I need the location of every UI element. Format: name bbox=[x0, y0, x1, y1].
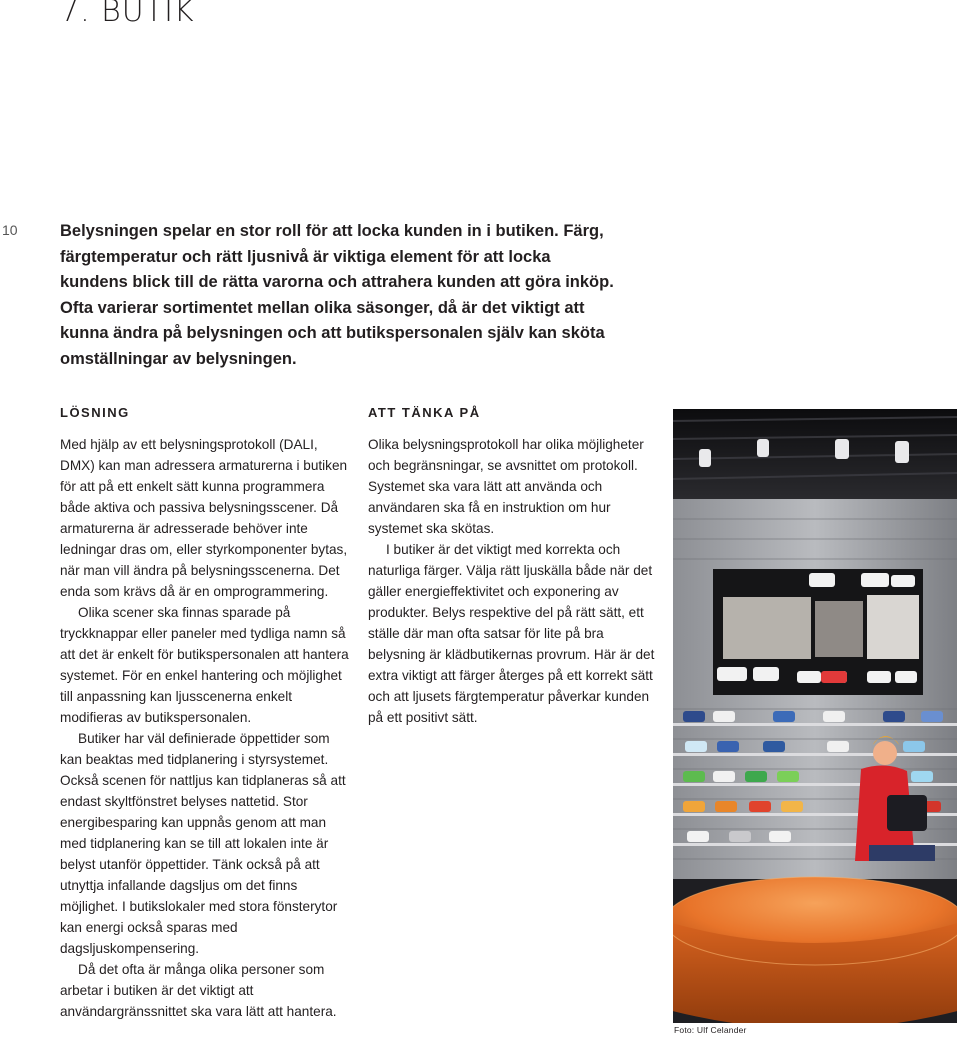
losning-heading: LÖSNING bbox=[60, 405, 130, 420]
losning-paragraph: Med hjälp av ett belysningsprotokoll (DALI, DMX) kan man adressera armaturerna i butiken för att på ett enkelt sätt kunna programmera både aktiva och passiva belysningsscener. Då armaturerna är adresserade behöver inte ledningar dras om, eller styrkomponenter bytas, när man vill ändra på belysningsscenerna. Det enda som krävs då är en omprogrammering. bbox=[60, 437, 348, 599]
att-tanka-pa-paragraph: Olika belysningsprotokoll har olika möjligheter och begränsningar, se avsnittet om protokoll. Systemet ska vara lätt att använda och användaren ska få en instruktion om hur systemet ska skötas. bbox=[368, 437, 644, 536]
store-photo bbox=[673, 409, 957, 1023]
att-tanka-pa-paragraph: I butiker är det viktigt med korrekta och naturliga färger. Välja rätt ljuskälla både när det gäller energieffektivitet och exponering av produkter. Belys respektive del på rätt sätt, ett ställe där man ofta satsar för lite på bra belysning är klädbutikernas provrum. Här är det extra viktigt att färger återges på ett korrekt sätt och att ljusets färgtemperatur påverkar kunden på ett positivt sätt. bbox=[368, 542, 655, 725]
photo-credit: Foto: Ulf Celander bbox=[674, 1025, 747, 1035]
chapter-title: 7. BUTIK bbox=[60, 0, 195, 29]
att-tanka-pa-section bbox=[368, 402, 658, 728]
losning-paragraph: Då det ofta är många olika personer som arbetar i butiken är det viktigt att användargränssnittet ska vara lätt att hantera. bbox=[60, 962, 337, 1019]
losning-paragraph: Butiker har väl definierade öppettider som kan beaktas med tidplanering i styrsystemet. Också scenen för nattljus kan tidplaneras så att endast skyltfönstret belyses nattetid. Stor energibesparing kan uppnås genom att man med tidplanering kan se till att lokalen inte är belyst utanför öppettider. Tänk också på att utnyttja infallande dagsljus om det finns möjlighet. I butikslokaler med stora fönsterytor kan energi också sparas med dagsljuskompensering. bbox=[60, 731, 346, 956]
att-tanka-pa-heading: ATT TÄNKA PÅ bbox=[368, 405, 481, 420]
intro-paragraph: Belysningen spelar en stor roll för att locka kunden in i butiken. Färg, färgtemperatur och rätt ljusnivå är viktiga element för att locka kundens blick till de rätta varorna och attrahera kunden att göra inköp. Ofta varierar sortimentet mellan olika säsonger, då är det viktigt att kunna ändra på belysningen och att butikspersonalen själv kan sköta omställningar av belysningen. bbox=[60, 222, 614, 368]
page-number: 10 bbox=[2, 222, 18, 238]
losning-section bbox=[60, 402, 350, 1022]
losning-paragraph: Olika scener ska finnas sparade på tryckknappar eller paneler med tydliga namn så att det är enkelt för butikspersonalen att hantera systemet. För en enkel hantering och möjlighet till anpassning kan ljusscenerna enkelt modifieras av butikspersonalen. bbox=[60, 605, 349, 725]
